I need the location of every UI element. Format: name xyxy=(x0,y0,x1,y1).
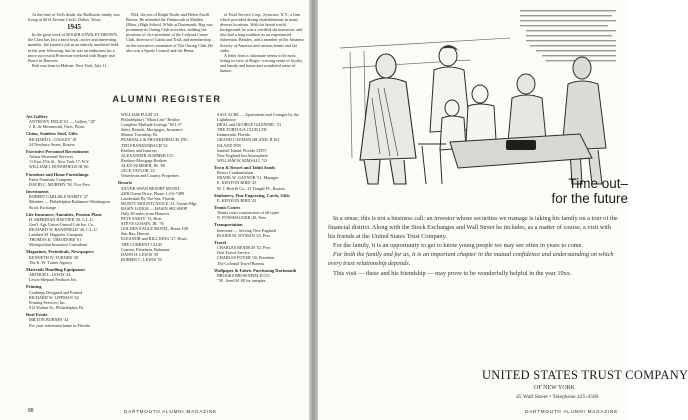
register-entry: RICHARD L. COOLEY '18 xyxy=(29,136,77,142)
register-category: Furniture and Home Furnishings xyxy=(26,171,89,177)
page-number: 88 xyxy=(28,408,34,414)
register-category: Travel xyxy=(214,239,227,245)
register-entry: Metropolitan Insurance Consultant xyxy=(29,242,88,248)
register-entry: WILLIAM I. BONNIFIELD III '60 xyxy=(29,164,89,170)
register-entry: PETE SARTY '15, Host xyxy=(121,216,162,222)
magazine-footer: DARTMOUTH ALUMNI MAGAZINE xyxy=(525,409,618,414)
register-entry: Conkings Designed and Printed xyxy=(29,289,83,295)
ad-paragraph: For the family, it is an opportunity to get to know young people we may see often in years to come. xyxy=(333,242,584,250)
register-column-1 xyxy=(26,112,112,328)
register-category: Printing xyxy=(26,284,42,290)
alumni-register-title: ALUMNI REGISTER xyxy=(112,94,222,104)
right-page xyxy=(318,0,688,420)
register-entry: Sales, Rentals, Mortgages, Insurance xyxy=(121,127,183,133)
register-entry: 24 Newbury Street, Boston xyxy=(29,141,75,147)
ad-paragraph: This visit — these and his friendship — may prove to be wonderfully helpful in the year 19xx. xyxy=(333,269,572,277)
register-category: Investments xyxy=(26,189,49,195)
register-category: Life Insurance, Annuities, Pension Plans xyxy=(26,211,102,217)
register-column-3 xyxy=(214,112,308,283)
register-entry: RICHARD W. BANDFIELD '40, C.L.U. xyxy=(29,227,98,233)
register-entry: THOMAS K. THEODORE '61 xyxy=(29,237,82,243)
register-entry: Dart Travel Service xyxy=(217,250,250,256)
register-entry: BROOKS BROWNFIELD CO. xyxy=(217,272,271,278)
register-entry: M. J. Bird & Co., 21 Temple Pl., Boston xyxy=(217,185,285,191)
register-entry: "39 . Send $1.00 for samples. xyxy=(217,278,267,284)
ad-paragraph: In a sense, this is not a business call: an investor whose securities we manage is taking his family on a tour of the financial district. Along with the Stock Exchanges and Wall Street he includes, as a matter of course, a visit with his friends at the United States Trust Company. xyxy=(328,215,618,241)
ad-body-copy xyxy=(328,214,618,278)
obituary-paragraph: In the great work of ROGER STANLEY BROWN, the Class has lost a most loyal, active and interesting member. Ste joined a job in an entirely unrelated field in the year following, but he was an enthusiast for a more successful Princeton weekend with Roger and Bruce in Hanover. xyxy=(28,32,119,63)
register-category: Executive Personnel Recruitment xyxy=(26,148,89,154)
register-entry: ROBERT CARLISLE HARDY '27 xyxy=(29,194,89,200)
ad-headline-line-2: for the future xyxy=(551,191,628,206)
obituary-paragraph: Bob was born in Malone, New York, July 11, xyxy=(32,62,108,68)
register-entry: Sun Bay, Hawaii xyxy=(121,231,150,237)
register-entry: TED FRANKENBACH '32 xyxy=(121,142,168,148)
family-consultation-illustration xyxy=(330,8,620,186)
register-entry: Member — Philadelphia-Baltimore-Washington Stock Exchange xyxy=(29,199,110,210)
magazine-footer: DARTMOUTH ALUMNI MAGAZINE xyxy=(124,409,217,414)
register-entry: Interstate — Serving New England xyxy=(217,227,276,233)
register-entry: Sanibel Island, Florida 33957 xyxy=(217,147,267,153)
obituary-column-2 xyxy=(126,12,214,53)
register-entry: 4208 Ocean Drive, Phone 1-2-6-7489 xyxy=(121,190,185,196)
register-entry: FRANK W. GAYNOR '31, Manager xyxy=(217,175,279,181)
register-entry: Marion Township, Pa. xyxy=(121,132,159,138)
company-address: 45 Wall Street • Telephone 425-4500 xyxy=(516,394,599,400)
register-entry: ALEXANDER SUMMER CO. xyxy=(121,152,174,158)
register-entry: Printing Services, Inc. xyxy=(29,299,67,305)
company-name: UNITED STATES TRUST COMPANY xyxy=(482,368,688,382)
register-entry: PEARSALL & FRANKENBACH, INC. xyxy=(121,137,190,143)
register-entry: ARTHUR L. LEWIS '44 xyxy=(29,272,71,278)
company-subtitle: OF NEW YORK xyxy=(534,385,576,391)
register-category: Resorts xyxy=(118,180,133,186)
register-entry: GRAND CAYMAN ISLAND, B.W.I. xyxy=(217,137,281,143)
register-entry: WILLIAM W. KIMSALL '33 xyxy=(217,157,267,163)
register-entry: The K. W. Turner Agency xyxy=(29,259,73,265)
register-category: Stationery, Fine Engraving, Cards, Gifts xyxy=(214,192,290,198)
register-category: Art Gallery xyxy=(26,114,48,119)
register-entry: RICHARD W. LIPPMAN '62 xyxy=(29,294,79,300)
register-entry: SALT ACRE — Apartments and Cottages by the Lighthouse xyxy=(217,112,299,123)
register-entry: The Colonial Travel Bureau xyxy=(217,260,264,266)
class-year-heading: 1945 xyxy=(67,23,81,32)
register-entry: 912 Walnut St., Philadelphia, Pa. xyxy=(29,305,85,311)
obituary-paragraph: At the time of Ted's death, the Rodhstein family was living at 6614 Avenue Circle, Dallas, Texas. xyxy=(28,12,120,23)
left-page xyxy=(0,0,309,420)
register-entry: Waterfront and Country Properties xyxy=(121,173,179,179)
register-category: Wallpaper & Fabric Purchasing Dartmouth xyxy=(214,267,297,273)
register-entry: Lauderdale By The Sea, Florida xyxy=(121,195,175,201)
register-entry: Realtors-Mortgage Brokers xyxy=(121,157,167,163)
register-entry: Islamorada, Florida xyxy=(217,132,250,138)
register-entry: ISLAND INN xyxy=(217,142,241,148)
register-category: Real Estate xyxy=(26,312,48,318)
register-entry: GOLDEN EAGLE MOTEL, Route 108 xyxy=(121,226,188,232)
register-entry: E. KENYON BIRD '43 xyxy=(217,197,257,203)
register-entry: KENNETH W. TURNER '28 xyxy=(29,254,79,260)
register-column-2 xyxy=(118,112,210,262)
register-entry: Realtors and Insurors xyxy=(121,147,157,153)
register-entry: Tennis court construction of all types xyxy=(217,210,280,216)
register-entry: THE CURRENT CLUB xyxy=(121,241,162,247)
register-entry: Lambert M. Huppeler Company xyxy=(29,232,83,238)
register-entry: SILVER SWAN RESORT MOTEL xyxy=(121,185,181,191)
register-entry: J. R. de Miromesnil, Paris, Prints xyxy=(29,124,85,130)
ad-headline xyxy=(518,176,628,206)
register-category: Magazines, Periodicals, Newspapers xyxy=(26,249,94,255)
obituary-paragraph: of Food Service Corp., Syracuse, N.Y., a firm which provided dining establishments in many diverse locations. With his broad world background, he was a certified ski instructor, and also had a long tradition as an experienced fisherman. Besides, and a member of the Amateur Society of America and various tennis and ski clubs. xyxy=(220,12,304,53)
register-entry: For your retirement home in Florida xyxy=(29,322,90,328)
register-category: Transportation xyxy=(214,222,243,228)
obituary-column-1 xyxy=(28,12,120,68)
register-entry: Arthur Personnel Services xyxy=(29,154,73,160)
register-category: Materials Handling Equipment xyxy=(26,266,85,272)
register-entry: CHARLES POYER '40, President xyxy=(217,255,275,261)
register-entry: DANN H. LEWIS '39 xyxy=(121,251,159,257)
register-entry: BASIN LODGE — BASIN SKI SHOP xyxy=(121,205,188,211)
register-entry: Current, Eleuthera, Bahamas xyxy=(121,246,170,252)
obituary-paragraph: A letter from a classmate seems to be most fitting in view of Roger: a strong sense of loyalty and family and home and wonderful sense of humor. xyxy=(220,52,303,74)
register-entry: DEAL and GEORGE GILPATRIC '31 xyxy=(217,122,282,128)
register-entry: ROGER M. WYMAN '25, Pres. xyxy=(217,232,272,238)
register-entry: DAVID C. MURPHY '58, Vice Pres. xyxy=(29,181,91,187)
register-entry: MONTY MOUNTCASTLE '21, Owner-Mgr. xyxy=(121,200,198,206)
register-entry: Lewis-Shepard Products Inc. xyxy=(29,277,78,283)
register-entry: E. KENYON BIRD '43 xyxy=(217,180,257,186)
register-category: China, Stainless Steel, Gifts xyxy=(26,131,78,137)
register-entry: N. FONSHAGGER '40, Pres. xyxy=(217,215,267,221)
register-entry: ELEANOR and BILL KING '27, Hosts xyxy=(121,236,187,242)
register-entry: ROBERT C. LEWIS '55 xyxy=(121,256,162,262)
register-entry: Gen'l. Agt. Union Central Life Ins. Co. xyxy=(29,222,95,227)
obituary-paragraph: 1924, the son of Ralph Nealis and Helen Atwill Brown. He attended the Dartmouth at Malden (Mass.) High School. While at Dartmouth, Rog was prominent in Outing Club activities, holding the positions of vice-president of the Ledyard Canoe Club, director of Cabin and Trail, and membership on the executive committee of The Outing Club. He also was a Sports Council and the Bema. xyxy=(126,12,214,53)
register-entry: Only 48 miles from Hanover xyxy=(121,210,170,216)
register-entry: THE TORTUGA CLUB LTD. xyxy=(217,127,268,133)
register-category: Tennis Courts xyxy=(214,205,241,210)
register-entry: 11 East 47th St., New York 17, N.Y. xyxy=(29,159,90,165)
register-entry: Resort Condominium xyxy=(217,170,254,176)
ad-headline-line-1: Time out– xyxy=(568,176,628,191)
register-entry: CHARLES BENISCH '52, Pres. xyxy=(217,245,272,251)
register-entry: JACK TAYLOR '22 xyxy=(121,168,155,174)
register-entry: Complete Multiple Listings "M L S" xyxy=(121,122,183,128)
register-entry: New England Inn Atmosphere xyxy=(217,152,268,158)
register-entry: Philadelphia's "Main Line" Realtor xyxy=(121,117,180,123)
register-entry: Paine Furniture Company xyxy=(29,176,73,182)
register-category: Town & Resort and Tahiti Sands xyxy=(214,164,276,170)
ad-paragraph: For both the family and for us, it is an important chapter in the mutual confidence and understanding on which every trust relationship depends. xyxy=(328,251,614,268)
obituary-column-3 xyxy=(220,12,306,73)
register-entry: WILLIAM PUGH '23 xyxy=(121,112,159,117)
page-gutter xyxy=(309,0,318,420)
register-entry: ALEX SUMMER, JR. '60 xyxy=(121,162,165,168)
register-entry: STEVE GOSSIN, JR. '76 xyxy=(121,221,164,227)
register-entry: H. SHERIDAN BAETJER '20, C.L.U. xyxy=(29,216,94,222)
register-entry: MILTON BURNES '32 xyxy=(29,317,69,323)
register-entry: ANTHONY FIELD '61 — Gallery "18" xyxy=(29,119,96,125)
